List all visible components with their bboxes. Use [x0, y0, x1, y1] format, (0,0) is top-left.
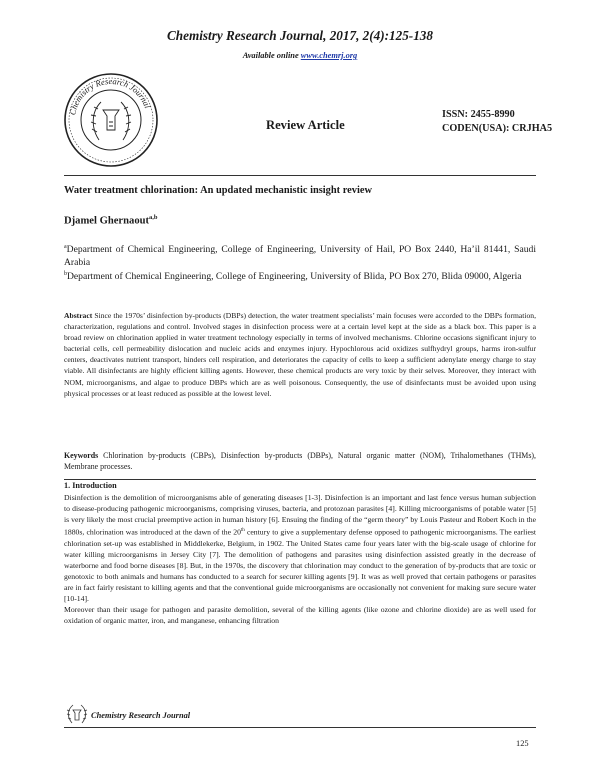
paragraph — [64, 604, 536, 626]
paragraph — [64, 492, 536, 604]
journal-citation — [0, 28, 600, 44]
available-prefix: Available online — [242, 51, 301, 60]
paragraph-text: century to give a supplementary defense opposed to pathogenic microorganisms. The earliest chlorination set-up was established in Middlekerke, Belgium, in 1902. The United States came four years later with the big-scale usage of chlorine for water killing microorganisms in Jersey City [7]. The demolition of pathogens and parasites using disinfection assisted greatly in the decrease of waterborne and food borne diseases [8]. But, in the 1970s, the discovery that chlorination may conduct to the generation of by-products that are toxic or genotoxic to both animals and humans has conducted to a search for securer killing agents [9]. It was as well proved that certain pathogens or parasites are in fact fairly resistant to killing agents and that the conventional guide microorganisms are occasionally not convenient for making sure secure water [10-14]. — [64, 527, 536, 603]
keywords — [64, 450, 536, 473]
affiliation-a — [64, 241, 536, 269]
journal-website-link[interactable]: www.chemrj.org — [300, 51, 358, 60]
affiliation-mark: b — [64, 271, 67, 277]
affiliation-text: Department of Chemical Engineering, College of Engineering, University of Hail, PO Box 2440, Ha’il 81441, Saudi Arabia — [64, 244, 536, 269]
journal-volume-pages: , 2017, 2(4):125-138 — [323, 28, 433, 43]
author-line — [64, 214, 158, 227]
keywords-label: Keywords — [64, 451, 99, 460]
paragraph-text: Disinfection is the demolition of microorganisms able of generating diseases [1-3]. Disinfection is an important and last fence versus human subjection to disease-producing pathogenic microorganisms, comprising viruses, bacteria, and protozoan parasites [4]. Killing microorganisms of potable water [5] is very likely the most crucial preemptive action in human history [6]. Ensuing the finding of the “germ theory” by Louis Pasteur and Robert Koch in the 1880s, chlorination was introduced at the dawn of the 20 — [64, 493, 536, 537]
author-name: Djamel Ghernaout — [64, 215, 150, 227]
author-affiliation-marks: a,b — [149, 214, 158, 221]
footer-rule — [64, 727, 536, 728]
paragraph-text: Moreover than their usage for pathogen and parasite demolition, several of the killing agents (like ozone and chlorine dioxide) are as well used for oxidation of organic matter, iron, and manganese, enhancing filtration — [64, 605, 536, 626]
page-number: 125 — [516, 739, 529, 748]
superscript: th — [240, 528, 245, 534]
issn-block — [442, 108, 552, 136]
journal-name: Chemistry Research Journal — [167, 28, 324, 43]
abstract — [64, 310, 536, 399]
section-heading: 1. Introduction — [64, 481, 117, 490]
footer-logo-icon — [64, 701, 90, 727]
article-type: Review Article — [266, 118, 345, 132]
available-online — [0, 51, 600, 60]
section-rule — [64, 479, 536, 480]
paper-title: Water treatment chlorination: An updated mechanistic insight review — [64, 185, 372, 196]
journal-logo-icon — [63, 72, 159, 168]
footer-journal-name: Chemistry Research Journal — [91, 711, 191, 720]
affiliation-text: Department of Chemical Engineering, College of Engineering, University of Blida, PO Box 270, Blida 09000, Algeria — [67, 271, 522, 283]
keywords-text: Chlorination by-products (CBPs), Disinfection by-products (DBPs), Natural organic matter (NOM), Trihalomethanes (THMs), Membrane processes. — [64, 451, 536, 472]
introduction-body — [64, 492, 536, 626]
issn: ISSN: 2455-8990 — [442, 109, 515, 120]
coden: CODEN(USA): CRJHA5 — [442, 123, 553, 134]
abstract-label: Abstract — [64, 311, 93, 320]
logo-ring-text: Chemistry Research Journal — [67, 75, 153, 116]
abstract-text: Since the 1970s’ disinfection by-products (DBPs) detection, the water treatment specialists’ main focuses were accorded to the DBPs formation, characterization, regulations and control. Involved stages in disinfection process were at a certain level kept at the side as a black box. This paper is a broad review on chlorination applied in water treatment technology especially in terms of involved mechanisms. Chlorine occasions significant injury to bacterial cells, cell permeability dislocation and nucleic acids and enzymes injury. Hypochlorous acid oxidizes sulfhydryl groups, harms iron-sulfur centers, deactivates nutrient transport, hinders cell respiration, and deteriorates the capacity of cells to keep a sufficient adenylate energy charge to stay viable. All disinfectants are highly efficient killing agents. However, these chemical products are very toxic by their selves. Moreover, they interact with NOM, microorganisms, and algae to produce DBPs which are as well poisonous. Consequently, the use of disinfectants must be avoided upon using physical processes or at least reduced as possible at the lowest level. — [64, 311, 536, 398]
affiliation-mark: a — [64, 244, 67, 250]
affiliation-b — [64, 268, 536, 283]
header-rule — [64, 175, 536, 176]
